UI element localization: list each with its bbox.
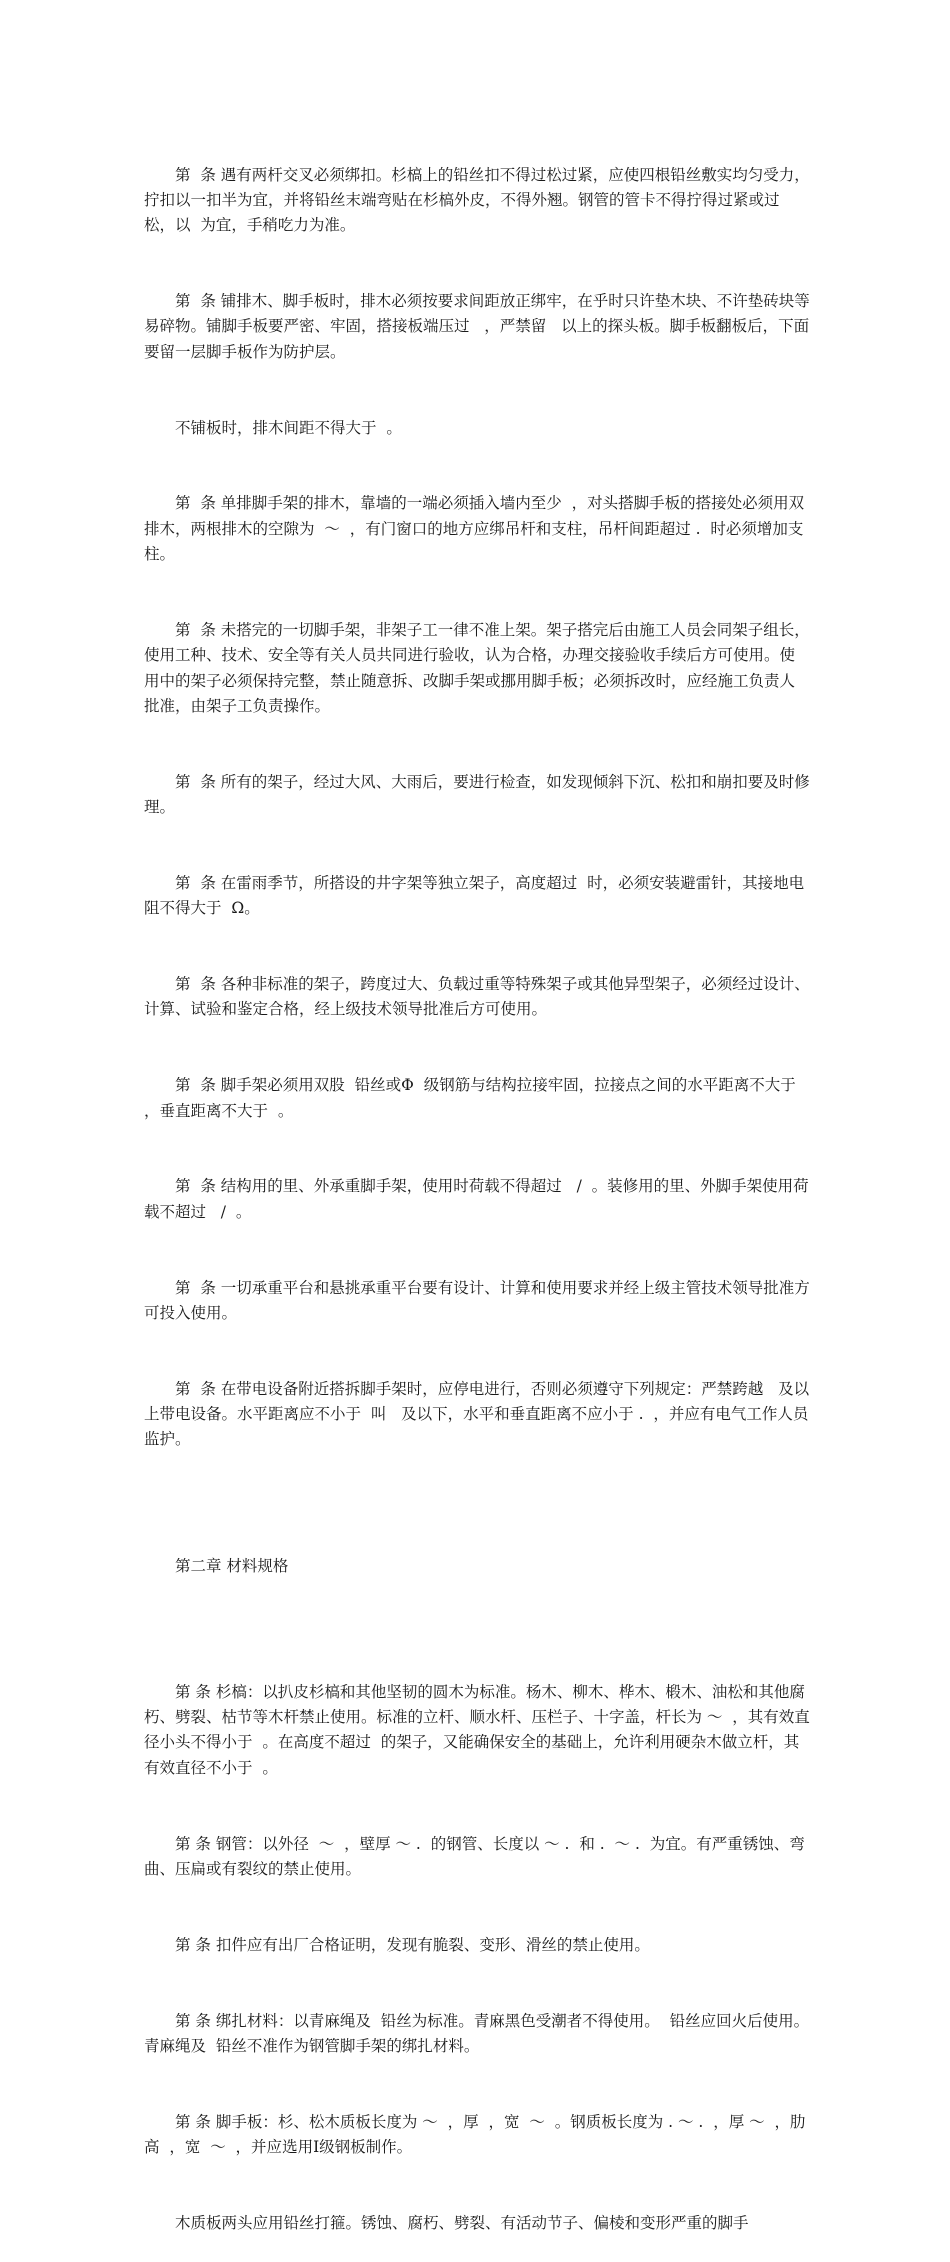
document-body (144, 112, 810, 2262)
paragraph: 第 条 脚手板：杉、松木质板长度为 ～ ，厚 ，宽 ～ 。钢质板长度为 . ～ . ，厚 ～ ，肋高 ，宽 ～ ，并应选用Ⅰ级钢板制作。 (144, 2112, 806, 2157)
paragraph: 第 条 未搭完的一切脚手架，非架子工一律不准上架。架子搭完后由施工人员会同架子组长，使用工种、技术、安全等有关人员共同进行验收，认为合格，办理交接验收手续后方可使用。使用中的架子必须保持完整，禁止随意拆、改脚手架或挪用脚手板；必须拆改时，应经施工负责人批准，由架子工负责操作。 (144, 620, 810, 715)
paragraph: 第 条 铺排木、脚手板时，排木必须按要求间距放正绑牢，在乎时只许垫木块、不许垫砖块等易碎物。铺脚手板要严密、牢固，搭接板端压过 ，严禁留 以上的探头板。脚手板翻板后，下面要留一层脚手板作为防护层。 (144, 292, 810, 361)
paragraph: 第 条 各种非标准的架子，跨度过大、负载过重等特殊架子或其他异型架子，必须经过设计、计算、试验和鉴定合格，经上级技术领导批准后方可使用。 (144, 975, 810, 1019)
paragraph: 第 条 一切承重平台和悬挑承重平台要有设计、计算和使用要求并经上级主管技术领导批准方可投入使用。 (144, 1278, 810, 1322)
paragraph: 第 条 杉槁：以扒皮杉槁和其他坚韧的圆木为标准。杨木、柳木、桦木、椴木、油松和其他腐朽、劈裂、枯节等木杆禁止使用。标准的立杆、顺水杆、压栏子、十字盖，杆长为 ～ ，其有效直径小头不得小于 。在高度不超过 的架子，又能确保安全的基础上，允许利用硬杂木做立杆，其有效直径不小于 。 (144, 1682, 810, 1777)
paragraph: 第 条 在带电设备附近搭拆脚手架时，应停电进行，否则必须遵守下列规定：严禁跨越 及以上带电设备。水平距离应不小于 叫 及以下，水平和垂直距离不应小于 . ，并应有电气工作人员监护。 (144, 1379, 810, 1449)
paragraph: 第 条 脚手架必须用双股 铅丝或Φ 级钢筋与结构拉接牢固，拉接点之间的水平距离不大于 ，垂直距离不大于 。 (144, 1076, 806, 1120)
paragraph: 第 条 遇有两杆交叉必须绑扣。杉槁上的铅丝扣不得过松过紧，应使四根铅丝敷实均匀受力，拧扣以一扣半为宜，并将铅丝末端弯贴在杉槁外皮，不得外翘。钢管的管卡不得拧得过紧或过松，以 为宜，手稍吃力为准。 (144, 165, 810, 235)
paragraph: 第 条 在雷雨季节，所搭设的井字架等独立架子，高度超过 时，必须安装避雷针，其接地电阻不得大于 Ω。 (144, 873, 805, 918)
paragraph: 木质板两头应用铅丝打箍。锈蚀、腐朽、劈裂、有活动节子、偏棱和变形严重的脚手 (175, 2214, 749, 2233)
paragraph: 第 条 所有的架子，经过大风、大雨后，要进行检查，如发现倾斜下沉、松扣和崩扣要及时修理。 (144, 772, 810, 817)
paragraph: 第 条 绑扎材料：以青麻绳及 铅丝为标准。青麻黑色受潮者不得使用。 铅丝应回火后使用。青麻绳及 铅丝不准作为钢管脚手架的绑扎材料。 (144, 2011, 810, 2055)
chapter-heading: 第二章 材料规格 (175, 1556, 289, 1575)
paragraph: 第 条 结构用的里、外承重脚手架，使用时荷载不得超过 / 。装修用的里、外脚手架使用荷载不超过 / 。 (144, 1177, 809, 1221)
paragraph: 第 条 单排脚手架的排木，靠墙的一端必须插入墙内至少 ，对头搭脚手板的搭接处必须用双排木，两根排木的空隙为 ～ ，有门窗口的地方应绑吊杆和支柱，吊杆间距超过 . 时必须增加支柱。 (144, 494, 805, 564)
paragraph: 不铺板时，排木间距不得大于 。 (175, 418, 402, 437)
paragraph: 第 条 扣件应有出厂合格证明，发现有脆裂、变形、滑丝的禁止使用。 (175, 1935, 650, 1954)
paragraph: 第 条 钢管：以外径 ～ ，壁厚 ～ . 的钢管、长度以 ～ . 和 . ～ . 为宜。有严重锈蚀、弯曲、压扁或有裂纹的禁止使用。 (144, 1834, 805, 1878)
